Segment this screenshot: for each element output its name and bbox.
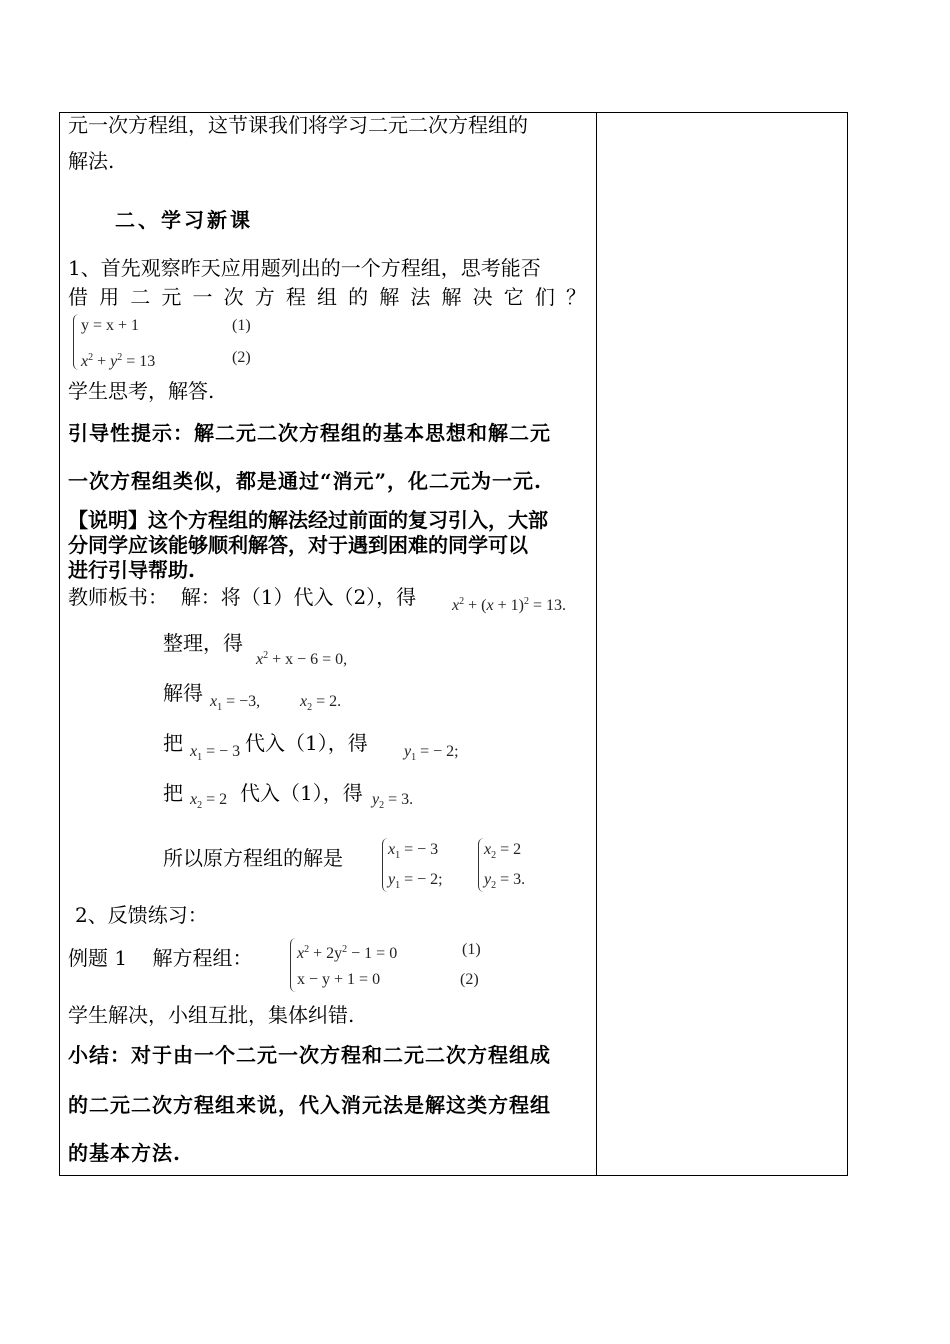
brace <box>290 938 297 992</box>
summary-text: 的基本方法. <box>68 1141 181 1165</box>
note-text: 进行引导帮助. <box>68 558 195 582</box>
question-char: 方 <box>254 285 275 309</box>
question-char: 一 <box>192 285 213 309</box>
equation: $x^2 + y^2 = 13$ <box>81 352 156 370</box>
example-text: 例题 1 解方程组： <box>68 946 253 970</box>
equation: x − y + 1 = 0 <box>297 971 381 988</box>
question-char: 次 <box>223 285 244 309</box>
question-text: 1、首先观察昨天应用题列出的一个方程组，思考能否 <box>68 256 541 280</box>
question-char: 们 <box>534 285 555 309</box>
summary-text: 小结：对于由一个二元一次方程和二元二次方程组成 <box>68 1043 551 1067</box>
section-heading: 二、学习新课 <box>115 208 253 232</box>
step-text: 把 <box>163 731 183 755</box>
equation: $x_1$ = − 3 <box>388 841 439 861</box>
brace <box>73 314 80 370</box>
equation-tag: (2) <box>232 349 251 366</box>
equation-tag: (1) <box>232 317 251 334</box>
text-line: 元一次方程组，这节课我们将学习二元二次方程组的 <box>68 113 528 137</box>
question-char: 二 <box>130 285 151 309</box>
equation: $y_1$ = − 2; <box>388 871 443 891</box>
equation: $x_2 = 2$. <box>300 693 342 713</box>
equation: $x_1$ = − 3 <box>190 743 241 763</box>
equation: $x_2 = 2$ <box>484 841 522 861</box>
equation: $y_1$ = − 2; <box>404 743 459 763</box>
question-char: 程 <box>285 285 306 309</box>
column-divider <box>596 113 597 1175</box>
question-char: 元 <box>161 285 182 309</box>
step-text: 把 <box>163 781 183 805</box>
step-text: 代入（1），得 <box>240 781 363 805</box>
board-text: 教师板书： 解：将（1）代入（2），得 <box>68 585 417 609</box>
question-char: 法 <box>410 285 431 309</box>
step-text: 代入（1），得 <box>245 731 368 755</box>
question-char: ？ <box>566 285 586 309</box>
step-text: 整理，得 <box>163 631 243 655</box>
equation: $x_1 = -3$, <box>210 693 261 713</box>
question-char: 解 <box>379 285 400 309</box>
summary-text: 的二元二次方程组来说，代入消元法是解这类方程组 <box>68 1093 551 1117</box>
equation-tag: (1) <box>462 941 481 958</box>
question-char: 决 <box>472 285 493 309</box>
equation: $y_2 = 3$. <box>484 871 526 891</box>
step-text: 解得 <box>163 681 203 705</box>
text-line: 解法. <box>68 149 115 173</box>
text-line: 学生解决，小组互批，集体纠错. <box>68 1003 355 1027</box>
section-text: 2、反馈练习： <box>75 903 208 927</box>
equation: y = x + 1 <box>81 317 140 334</box>
note-text: 【说明】这个方程组的解法经过前面的复习引入，大部 <box>68 508 548 532</box>
equation: $x^2 + x - 6 = 0$, <box>256 650 348 668</box>
equation: $x^2 + (x + 1)^2 = 13$. <box>452 596 566 614</box>
step-text: 所以原方程组的解是 <box>163 846 343 870</box>
text-line: 学生思考，解答. <box>68 379 215 403</box>
question-char: 解 <box>441 285 462 309</box>
equation: $x_2 = 2$ <box>190 791 228 811</box>
question-text-justified <box>68 282 586 312</box>
question-char: 借 <box>68 285 88 309</box>
question-char: 用 <box>99 285 120 309</box>
question-char: 它 <box>503 285 524 309</box>
hint-text: 引导性提示：解二元二次方程组的基本思想和解二元 <box>68 421 551 445</box>
question-char: 组 <box>317 285 337 309</box>
equation: $x^2 + 2y^2 - 1 = 0$ <box>297 944 398 962</box>
hint-text: 一次方程组类似，都是通过“消元”，化二元为一元. <box>68 469 542 493</box>
note-text: 分同学应该能够顺利解答，对于遇到困难的同学可以 <box>68 533 528 557</box>
equation: $y_2 = 3$. <box>372 791 414 811</box>
question-char: 的 <box>348 285 369 309</box>
equation-tag: (2) <box>460 971 479 988</box>
